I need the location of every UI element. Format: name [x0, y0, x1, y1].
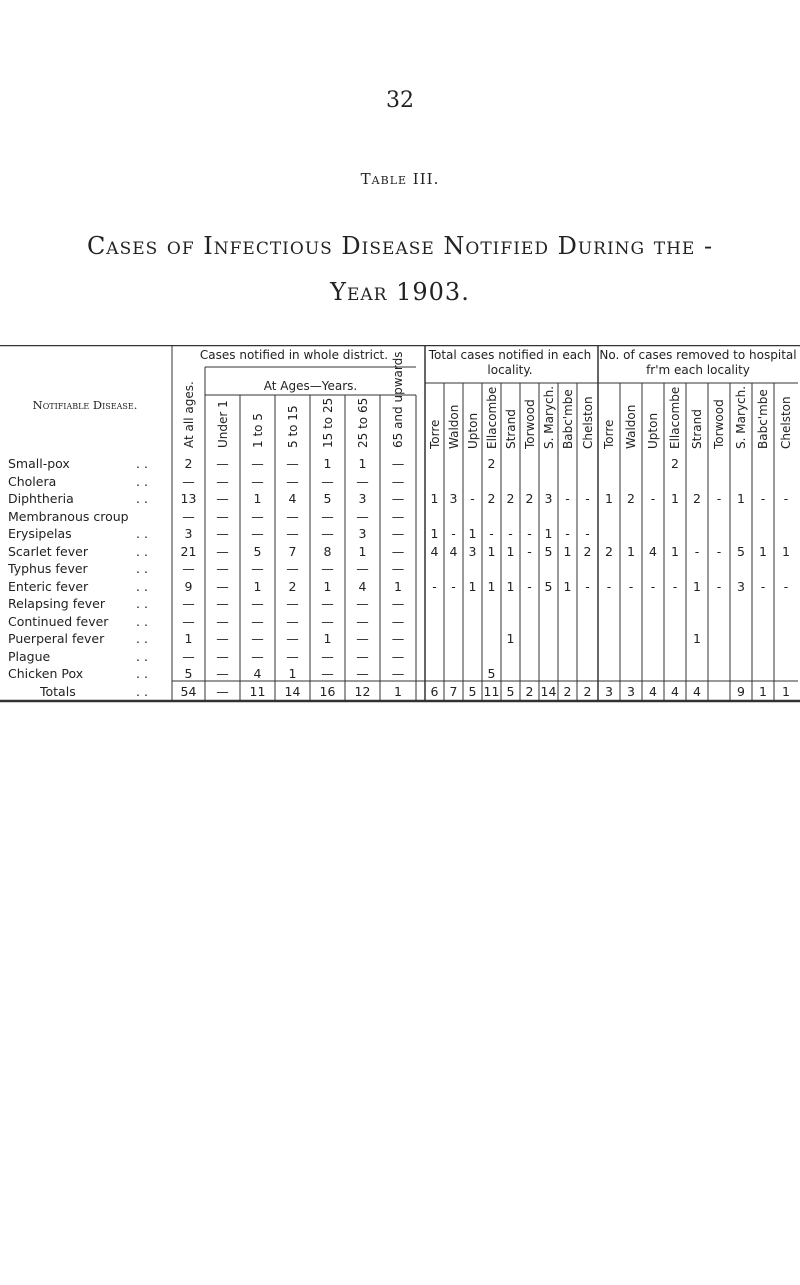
age-cell: —	[216, 666, 229, 681]
table-label: Table III.	[360, 170, 440, 188]
age-cell: —	[391, 666, 405, 681]
age-cell: 5	[253, 543, 262, 559]
age-cell: —	[391, 561, 405, 576]
totals-text: Totals	[40, 684, 76, 699]
disease-label: Small-pox	[8, 456, 70, 471]
age-cell: —	[286, 526, 299, 541]
totals-locality-cell: 2	[525, 684, 534, 699]
age-cell: —	[251, 631, 264, 646]
locality-cell: -	[508, 526, 513, 541]
disease-label: Plague	[8, 648, 51, 664]
age-cell: 3	[358, 491, 367, 506]
locality-cell: 1	[468, 578, 477, 594]
age-cell: —	[391, 456, 405, 471]
hospital-cell: 2	[693, 491, 701, 506]
locality-cell: 2	[487, 491, 496, 506]
age-cell: —	[321, 666, 334, 681]
totals-hospital-cell: 3	[627, 684, 635, 699]
locality-cell: 1	[506, 578, 515, 594]
locality-cell: 1	[487, 578, 496, 594]
totals-hospital-cell: 4	[649, 684, 657, 699]
disease-name	[8, 596, 168, 611]
age-col-header: 5 to 15	[285, 405, 300, 448]
cases-table	[0, 345, 800, 765]
age-cell: —	[391, 613, 405, 629]
locality-col-header: Waldon	[446, 404, 461, 449]
age-cell: —	[216, 491, 229, 506]
age-cell: 13	[180, 491, 197, 506]
age-cell: —	[216, 526, 229, 541]
totals-locality-cell: 2	[563, 684, 572, 699]
locality-cell: 1	[506, 543, 515, 559]
totals-age-cell: 1	[394, 684, 402, 699]
age-cell: —	[286, 613, 299, 629]
age-cell: —	[286, 648, 299, 664]
age-cell: 1	[288, 666, 297, 681]
locality-cell: -	[470, 491, 475, 506]
totals-locality-cell: 2	[583, 684, 592, 699]
totals-age-cell: 11	[249, 684, 266, 699]
totals-hospital-cell: 1	[782, 684, 790, 699]
age-cell: —	[391, 596, 405, 611]
locality-cell: -	[432, 578, 437, 594]
disease-label: Continued fever	[8, 613, 109, 629]
hospital-cell: 1	[627, 543, 635, 559]
age-cell: —	[216, 561, 229, 576]
locality-col-header: Torre	[427, 419, 442, 449]
locality-cell: 2	[506, 491, 515, 506]
locality-cell: 2	[525, 491, 534, 506]
locality-cell: 5	[544, 543, 553, 559]
hospital-cell: 3	[737, 578, 745, 594]
age-cell: —	[216, 596, 229, 611]
hospital-cell: -	[783, 578, 789, 594]
disease-label: Scarlet fever	[8, 543, 88, 559]
hospital-cell: -	[783, 491, 789, 506]
disease-label: Relapsing fever	[8, 596, 106, 611]
locality-cell: 2	[583, 543, 592, 559]
age-cell: 1	[184, 631, 193, 646]
disease-label: Chicken Pox	[8, 666, 84, 681]
totals-age-cell: 16	[319, 684, 336, 699]
hospital-cell: 1	[693, 578, 701, 594]
leader-dots: . .	[136, 648, 148, 664]
hospital-cell: -	[650, 491, 656, 506]
leader-dots: . .	[136, 631, 148, 646]
locality-cell: 5	[544, 578, 553, 594]
disease-label: Puerperal fever	[8, 631, 105, 646]
age-cell: —	[286, 473, 299, 489]
age-cell: —	[356, 648, 369, 664]
disease-name	[8, 544, 168, 559]
age-cell: 1	[323, 631, 332, 646]
age-cell: 4	[288, 491, 297, 506]
age-cell: —	[321, 648, 334, 664]
row-label-header: Notifiable Disease.	[32, 398, 138, 412]
locality-cell: 4	[430, 543, 439, 559]
leader-dots: . .	[136, 473, 148, 489]
age-cell: —	[251, 561, 264, 576]
leader-dots: . .	[136, 543, 148, 559]
hospital-col-header: Strand	[690, 409, 704, 449]
locality-cell: 3	[468, 543, 477, 559]
age-col-header: 1 to 5	[250, 413, 265, 448]
locality-cell: -	[585, 526, 590, 541]
locality-cell: -	[585, 578, 590, 594]
age-cell: —	[321, 508, 334, 524]
age-cell: —	[391, 631, 405, 646]
hospital-cell: 1	[759, 543, 767, 559]
age-cell: —	[182, 596, 195, 611]
age-cell: —	[251, 596, 264, 611]
locality-cell: -	[585, 491, 590, 506]
locality-cell: 1	[430, 526, 439, 541]
locality-cell: 3	[449, 491, 458, 506]
age-cell: 1	[358, 456, 367, 471]
hospital-cell: 1	[605, 491, 613, 506]
age-cell: —	[182, 561, 195, 576]
locality-cell: 1	[487, 543, 496, 559]
age-col-header: Under 1	[215, 400, 230, 448]
locality-cell: 1	[430, 491, 439, 506]
hospital-cell: -	[650, 578, 656, 594]
locality-cell: 2	[487, 456, 496, 471]
leader-dots: . .	[136, 666, 148, 681]
age-cell: —	[321, 473, 334, 489]
hospital-cell: 2	[627, 491, 635, 506]
locality-col-header: Strand	[503, 409, 518, 449]
totals-locality-cell: 5	[506, 684, 515, 699]
age-cell: —	[321, 613, 334, 629]
age-cell: —	[391, 508, 405, 524]
disease-label: Membranous croup	[8, 508, 129, 524]
age-cell: 1	[253, 578, 262, 594]
locality-col-header: Ellacombe	[484, 386, 499, 449]
age-cell: —	[216, 456, 229, 471]
age-col-header: 25 to 65	[355, 397, 370, 448]
hospital-cell: -	[716, 578, 722, 594]
disease-label: Cholera	[8, 473, 57, 489]
hospital-cell: 5	[737, 543, 745, 559]
totals-hospital-cell: 4	[693, 684, 701, 699]
totals-locality-cell: 11	[483, 684, 500, 699]
group-header-localities: Total cases notified in each locality.	[428, 348, 592, 377]
age-cell: —	[286, 508, 299, 524]
hospital-col-header: Waldon	[624, 404, 638, 449]
leader-dots: . .	[136, 456, 148, 471]
leader-dots: . .	[136, 578, 148, 594]
leader-dots: . .	[136, 526, 148, 541]
locality-cell: -	[527, 578, 532, 594]
disease-name	[8, 526, 168, 541]
age-cell: —	[251, 456, 264, 471]
age-cell: —	[286, 596, 299, 611]
age-cell: —	[356, 613, 369, 629]
age-cell: —	[251, 648, 264, 664]
hospital-col-header: Ellacombe	[668, 386, 682, 449]
age-cell: —	[216, 613, 229, 629]
locality-cell: -	[451, 578, 456, 594]
totals-locality-cell: 6	[430, 684, 439, 699]
disease-name	[8, 649, 168, 664]
age-cell: —	[182, 613, 195, 629]
locality-col-header: Upton	[465, 412, 480, 449]
locality-cell: 1	[468, 526, 477, 541]
age-cell: 5	[323, 491, 332, 506]
hospital-cell: -	[716, 543, 722, 559]
group-header-ages: At Ages—Years.	[263, 379, 358, 393]
age-col-header: 15 to 25	[320, 397, 335, 448]
age-cell: —	[251, 508, 264, 524]
hospital-cell: 1	[782, 543, 790, 559]
age-cell: —	[251, 473, 264, 489]
hospital-col-header: S. Marych.	[734, 385, 748, 449]
disease-name	[8, 561, 168, 576]
disease-name	[8, 509, 168, 524]
age-cell: 4	[253, 666, 262, 681]
age-cell: 2	[184, 456, 193, 471]
totals-hospital-cell: 3	[605, 684, 613, 699]
locality-cell: 1	[563, 543, 572, 559]
age-cell: —	[216, 648, 229, 664]
age-cell: —	[356, 631, 369, 646]
age-cell: —	[391, 473, 405, 489]
age-cell: —	[391, 648, 405, 664]
totals-hospital-cell: 1	[759, 684, 767, 699]
hospital-cell: 2	[605, 543, 613, 559]
age-cell: —	[216, 631, 229, 646]
age-cell: —	[391, 543, 405, 559]
age-cell: 1	[358, 543, 367, 559]
hospital-cell: -	[694, 543, 700, 559]
hospital-cell: -	[716, 491, 722, 506]
age-cell: 21	[180, 543, 197, 559]
disease-name	[8, 666, 168, 681]
totals-locality-cell: 5	[468, 684, 477, 699]
hospital-cell: 1	[671, 491, 679, 506]
age-cell: —	[286, 456, 299, 471]
hospital-cell: 1	[671, 543, 679, 559]
leader-dots: . .	[136, 561, 148, 576]
totals-hospital-cell: 4	[671, 684, 679, 699]
page-title-line-2: Year 1903.	[330, 278, 470, 306]
hospital-cell: -	[760, 491, 766, 506]
locality-cell: 3	[544, 491, 553, 506]
hospital-col-header: Babc'mbe	[756, 389, 770, 449]
locality-col-header: Chelston	[580, 396, 595, 449]
disease-name	[8, 579, 168, 594]
hospital-col-header: Torre	[602, 419, 616, 449]
age-cell: 1	[323, 456, 332, 471]
hospital-cell: 4	[649, 543, 657, 559]
locality-cell: -	[489, 526, 494, 541]
page-title-line-1: Cases of Infectious Disease Notified During the -	[86, 232, 714, 260]
age-cell: 9	[184, 578, 193, 594]
page-number: 32	[386, 88, 414, 113]
disease-name	[8, 631, 168, 646]
age-cell: —	[216, 473, 229, 489]
age-cell: —	[321, 596, 334, 611]
hospital-cell: 2	[671, 456, 679, 471]
leader-dots: . .	[136, 491, 148, 506]
locality-col-header: S. Marych.	[541, 385, 556, 449]
hospital-cell: -	[606, 578, 612, 594]
disease-name	[8, 614, 168, 629]
age-cell: 8	[323, 543, 332, 559]
locality-cell: -	[527, 543, 532, 559]
age-cell: 5	[184, 666, 193, 681]
disease-name	[8, 474, 168, 489]
locality-cell: 1	[544, 526, 553, 541]
age-cell: —	[216, 508, 229, 524]
age-cell: 2	[288, 578, 297, 594]
totals-age-cell: 54	[180, 684, 197, 699]
group-header-hospital: No. of cases removed to hospital fr'm each locality	[599, 348, 797, 377]
hospital-cell: -	[760, 578, 766, 594]
hospital-col-header: Upton	[646, 412, 660, 449]
locality-cell: -	[451, 526, 456, 541]
hospital-cell: -	[672, 578, 678, 594]
totals-age-cell: 14	[284, 684, 301, 699]
hospital-col-header: Chelston	[779, 396, 793, 449]
age-cell: —	[251, 526, 264, 541]
age-cell: —	[182, 508, 195, 524]
age-cell: —	[182, 473, 195, 489]
totals-locality-cell: 14	[540, 684, 557, 699]
age-cell: —	[182, 648, 195, 664]
totals-locality-cell: 7	[449, 684, 458, 699]
disease-label: Erysipelas	[8, 526, 72, 541]
age-col-header: 65 and upwards	[391, 351, 405, 448]
locality-cell: 5	[487, 666, 496, 681]
age-cell: —	[216, 578, 229, 594]
totals-hospital-cell: 9	[737, 684, 745, 699]
age-cell: —	[356, 508, 369, 524]
age-cell: 4	[358, 578, 367, 594]
disease-label: Typhus fever	[8, 561, 88, 576]
age-cell: —	[286, 631, 299, 646]
age-cell: —	[286, 561, 299, 576]
disease-label: Diphtheria	[8, 491, 74, 506]
age-cell: 3	[358, 526, 367, 541]
hospital-col-header: Torwood	[712, 399, 726, 449]
age-cell: 1	[323, 578, 332, 594]
locality-col-header: Babc'mbe	[560, 389, 575, 449]
disease-label: Enteric fever	[8, 578, 89, 594]
hospital-cell: 1	[737, 491, 745, 506]
locality-cell: -	[565, 526, 570, 541]
age-cell: —	[356, 561, 369, 576]
totals-age-cell: 12	[354, 684, 371, 699]
disease-name	[8, 456, 168, 471]
leader-dots: . .	[136, 596, 148, 611]
age-cell: —	[321, 561, 334, 576]
locality-cell: 1	[506, 631, 515, 646]
leader-dots: . .	[136, 613, 148, 629]
locality-cell: 4	[449, 543, 458, 559]
age-cell: —	[391, 526, 405, 541]
locality-col-header: Torwood	[522, 399, 537, 449]
age-cell: —	[356, 473, 369, 489]
leader-dots: . .	[136, 684, 148, 699]
locality-cell: -	[565, 491, 570, 506]
hospital-cell: 1	[693, 631, 701, 646]
age-cell: —	[356, 596, 369, 611]
age-cell: 1	[394, 578, 402, 594]
totals-age-cell: —	[216, 684, 229, 699]
locality-cell: 1	[563, 578, 572, 594]
age-cell: —	[216, 543, 229, 559]
age-cell: 1	[253, 491, 262, 506]
age-col-header: At all ages.	[181, 381, 196, 448]
age-cell: 7	[288, 543, 297, 559]
age-cell: —	[251, 613, 264, 629]
locality-cell: -	[527, 526, 532, 541]
group-header-whole-district: Cases notified in whole district.	[199, 348, 389, 362]
age-cell: —	[356, 666, 369, 681]
age-cell: —	[321, 526, 334, 541]
hospital-cell: -	[628, 578, 634, 594]
age-cell: —	[391, 491, 405, 506]
age-cell: 3	[184, 526, 193, 541]
disease-name	[8, 491, 168, 506]
